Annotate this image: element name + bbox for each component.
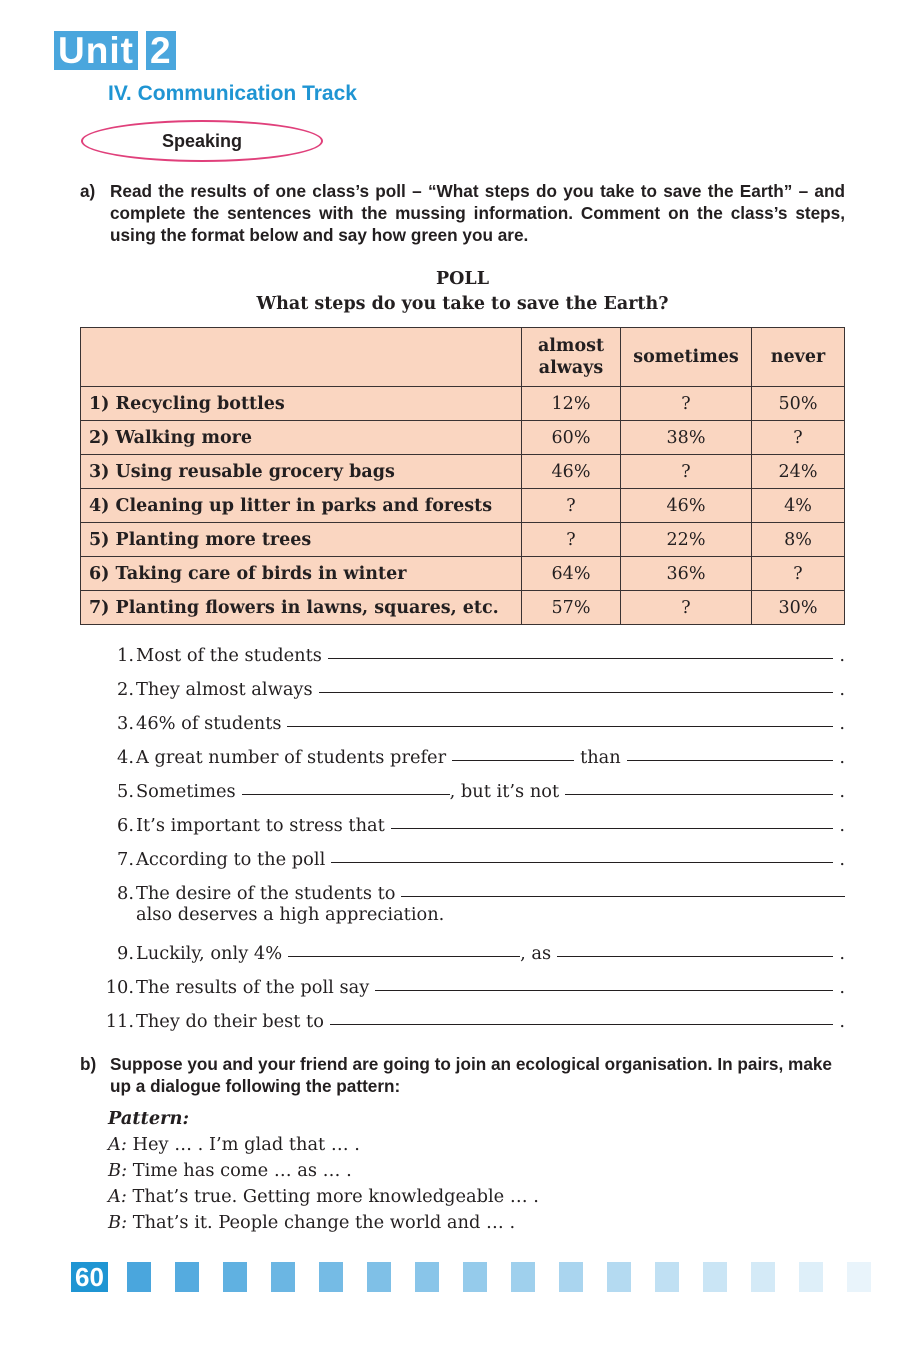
table-row [81,557,845,591]
page-number: 60 [71,1262,108,1292]
cell-sometimes: ? [621,591,752,625]
end-mark: . [839,679,845,700]
poll-header-row [81,328,845,387]
cell-sometimes: 46% [621,489,752,523]
task-a [80,180,845,246]
sentence-text: The desire of the students to [136,883,396,904]
row-label: 3) Using reusable grocery bags [81,455,522,489]
sentence-list [92,645,845,1045]
sentence-text: A great number of students prefer [136,747,447,768]
dialogue-line [108,1132,539,1158]
footer-square [511,1262,535,1292]
footer-square [847,1262,871,1292]
footer-square [751,1262,775,1292]
sentence-text: 46% of students [136,713,282,734]
sentence-number: 2. [117,679,134,700]
table-row [81,387,845,421]
cell-sometimes: ? [621,455,752,489]
sentence-text: also deserves a high appreciation. [136,904,445,925]
sentence-text: Most of the students [136,645,322,666]
sentence-body [136,1011,845,1032]
unit-word: Unit [54,31,138,70]
end-mark: . [839,977,845,998]
row-label: 1) Recycling bottles [81,387,522,421]
sentence-body [136,977,845,998]
row-label: 6) Taking care of birds in winter [81,557,522,591]
cell-almost-always: 46% [522,455,621,489]
sentence-body [136,781,845,802]
end-mark: . [839,645,845,666]
poll-title: POLL [435,269,489,289]
sentence-number: 11. [105,1011,134,1032]
cell-never: 8% [752,523,845,557]
cell-never: ? [752,557,845,591]
header-almost-always [522,328,621,387]
cell-never: 30% [752,591,845,625]
answer-blank[interactable] [565,793,833,795]
cell-almost-always: 57% [522,591,621,625]
row-label: 7) Planting flowers in lawns, squares, etc. [81,591,522,625]
poll-title-block [80,267,845,317]
answer-blank[interactable] [375,989,833,991]
answer-blank[interactable] [557,955,833,957]
header-empty [81,328,522,387]
sentence-item [92,943,845,977]
sentence-text: than [580,747,621,768]
cell-never: 50% [752,387,845,421]
speaker: A: [108,1134,127,1155]
footer-square [703,1262,727,1292]
answer-blank[interactable] [330,1023,833,1025]
footer-square [319,1262,343,1292]
sentence-body [136,713,845,734]
footer-square [415,1262,439,1292]
end-mark: . [839,849,845,870]
sentence-body [136,815,845,836]
section-title: IV. Communication Track [108,82,357,105]
line-text: Time has come … as … . [132,1160,352,1181]
footer-square [799,1262,823,1292]
sentence-body [136,883,845,925]
task-b-text: Suppose you and your friend are going to join an ecological organisation. In pairs, make up a dialogue following the pattern: [110,1054,832,1096]
answer-blank[interactable] [319,691,834,693]
cell-almost-always: ? [522,489,621,523]
cell-never: 24% [752,455,845,489]
sentence-text: It’s important to stress that [136,815,385,836]
dialogue-line [108,1158,539,1184]
footer-decoration [127,1262,895,1292]
sentence-body [136,849,845,870]
sentence-body [136,943,845,964]
sentence-number: 10. [105,977,134,998]
sentence-item [92,977,845,1011]
table-row [81,523,845,557]
unit-number: 2 [146,31,176,70]
end-mark: . [839,713,845,734]
sentence-item [92,815,845,849]
cell-sometimes: ? [621,387,752,421]
sentence-item [92,883,845,943]
unit-badge [54,31,176,70]
cell-sometimes: 38% [621,421,752,455]
end-mark: . [839,781,845,802]
cell-almost-always: 12% [522,387,621,421]
answer-blank[interactable] [331,861,833,863]
footer-square [367,1262,391,1292]
footer-square [271,1262,295,1292]
sentence-number: 4. [117,747,134,768]
sentence-number: 5. [117,781,134,802]
footer-square [607,1262,631,1292]
sentence-body [136,747,845,768]
line-text: That’s it. People change the world and … . [132,1212,516,1233]
page-footer [71,1262,895,1292]
sentence-item [92,679,845,713]
answer-blank[interactable] [287,725,833,727]
speaker: B: [108,1160,128,1181]
sentence-text: , as [520,943,552,964]
speaking-label: Speaking [81,120,323,162]
sentence-item [92,747,845,781]
end-mark: . [839,747,845,768]
row-label: 5) Planting more trees [81,523,522,557]
header-never: never [752,328,845,387]
table-row [81,421,845,455]
answer-blank[interactable] [391,827,834,829]
task-b-letter: b) [80,1054,97,1074]
header-sometimes: sometimes [621,328,752,387]
sentence-text: Sometimes [136,781,236,802]
cell-sometimes: 36% [621,557,752,591]
answer-blank[interactable] [401,895,845,897]
dialogue-pattern [108,1106,539,1236]
table-row [81,455,845,489]
cell-almost-always: ? [522,523,621,557]
footer-square [127,1262,151,1292]
cell-never: 4% [752,489,845,523]
sentence-item [92,713,845,747]
sentence-number: 7. [117,849,134,870]
answer-blank[interactable] [288,955,520,957]
poll-subtitle: What steps do you take to save the Earth? [256,294,669,314]
sentence-item [92,645,845,679]
sentence-body [136,679,845,700]
sentence-text: Luckily, only 4% [136,943,283,964]
footer-square [175,1262,199,1292]
footer-square [559,1262,583,1292]
sentence-item [92,849,845,883]
cell-sometimes: 22% [621,523,752,557]
sentence-number: 1. [117,645,134,666]
sentence-text: , but it’s not [449,781,560,802]
sentence-text: They do their best to [136,1011,324,1032]
sentence-body [136,645,845,666]
footer-square [223,1262,247,1292]
sentence-item [92,1011,845,1045]
cell-almost-always: 64% [522,557,621,591]
end-mark: . [839,815,845,836]
line-text: Hey … . I’m glad that … . [132,1134,360,1155]
sentence-number: 8. [117,883,134,904]
row-label: 4) Cleaning up litter in parks and forests [81,489,522,523]
footer-square [463,1262,487,1292]
line-text: That’s true. Getting more knowledgeable … . [132,1186,539,1207]
sentence-item [92,781,845,815]
sentence-row [136,883,845,904]
task-a-letter: a) [80,181,96,201]
sentence-text: They almost always [136,679,313,700]
pattern-heading: Pattern: [108,1108,190,1129]
answer-blank[interactable] [627,759,834,761]
end-mark: . [839,1011,845,1032]
task-b [80,1053,845,1097]
cell-almost-always: 60% [522,421,621,455]
cell-never: ? [752,421,845,455]
speaker: A: [108,1186,127,1207]
row-label: 2) Walking more [81,421,522,455]
header-almost-always-label: almost always [537,336,605,378]
answer-blank[interactable] [328,657,833,659]
answer-blank[interactable] [452,759,574,761]
end-mark: . [839,943,845,964]
poll-table [80,327,845,625]
table-row [81,489,845,523]
sentence-number: 9. [117,943,134,964]
sentence-text: According to the poll [136,849,326,870]
sentence-text: The results of the poll say [136,977,370,998]
dialogue-line [108,1210,539,1236]
footer-square [655,1262,679,1292]
sentence-number: 3. [117,713,134,734]
table-row [81,591,845,625]
dialogue-line [108,1184,539,1210]
speaker: B: [108,1212,128,1233]
answer-blank[interactable] [242,793,450,795]
task-a-text: Read the results of one class’s poll – “What steps do you take to save the Earth” – and complete the sentences with the mussing information. Comment on the class’s steps, using the format below and say how green you are. [110,181,845,245]
sentence-number: 6. [117,815,134,836]
